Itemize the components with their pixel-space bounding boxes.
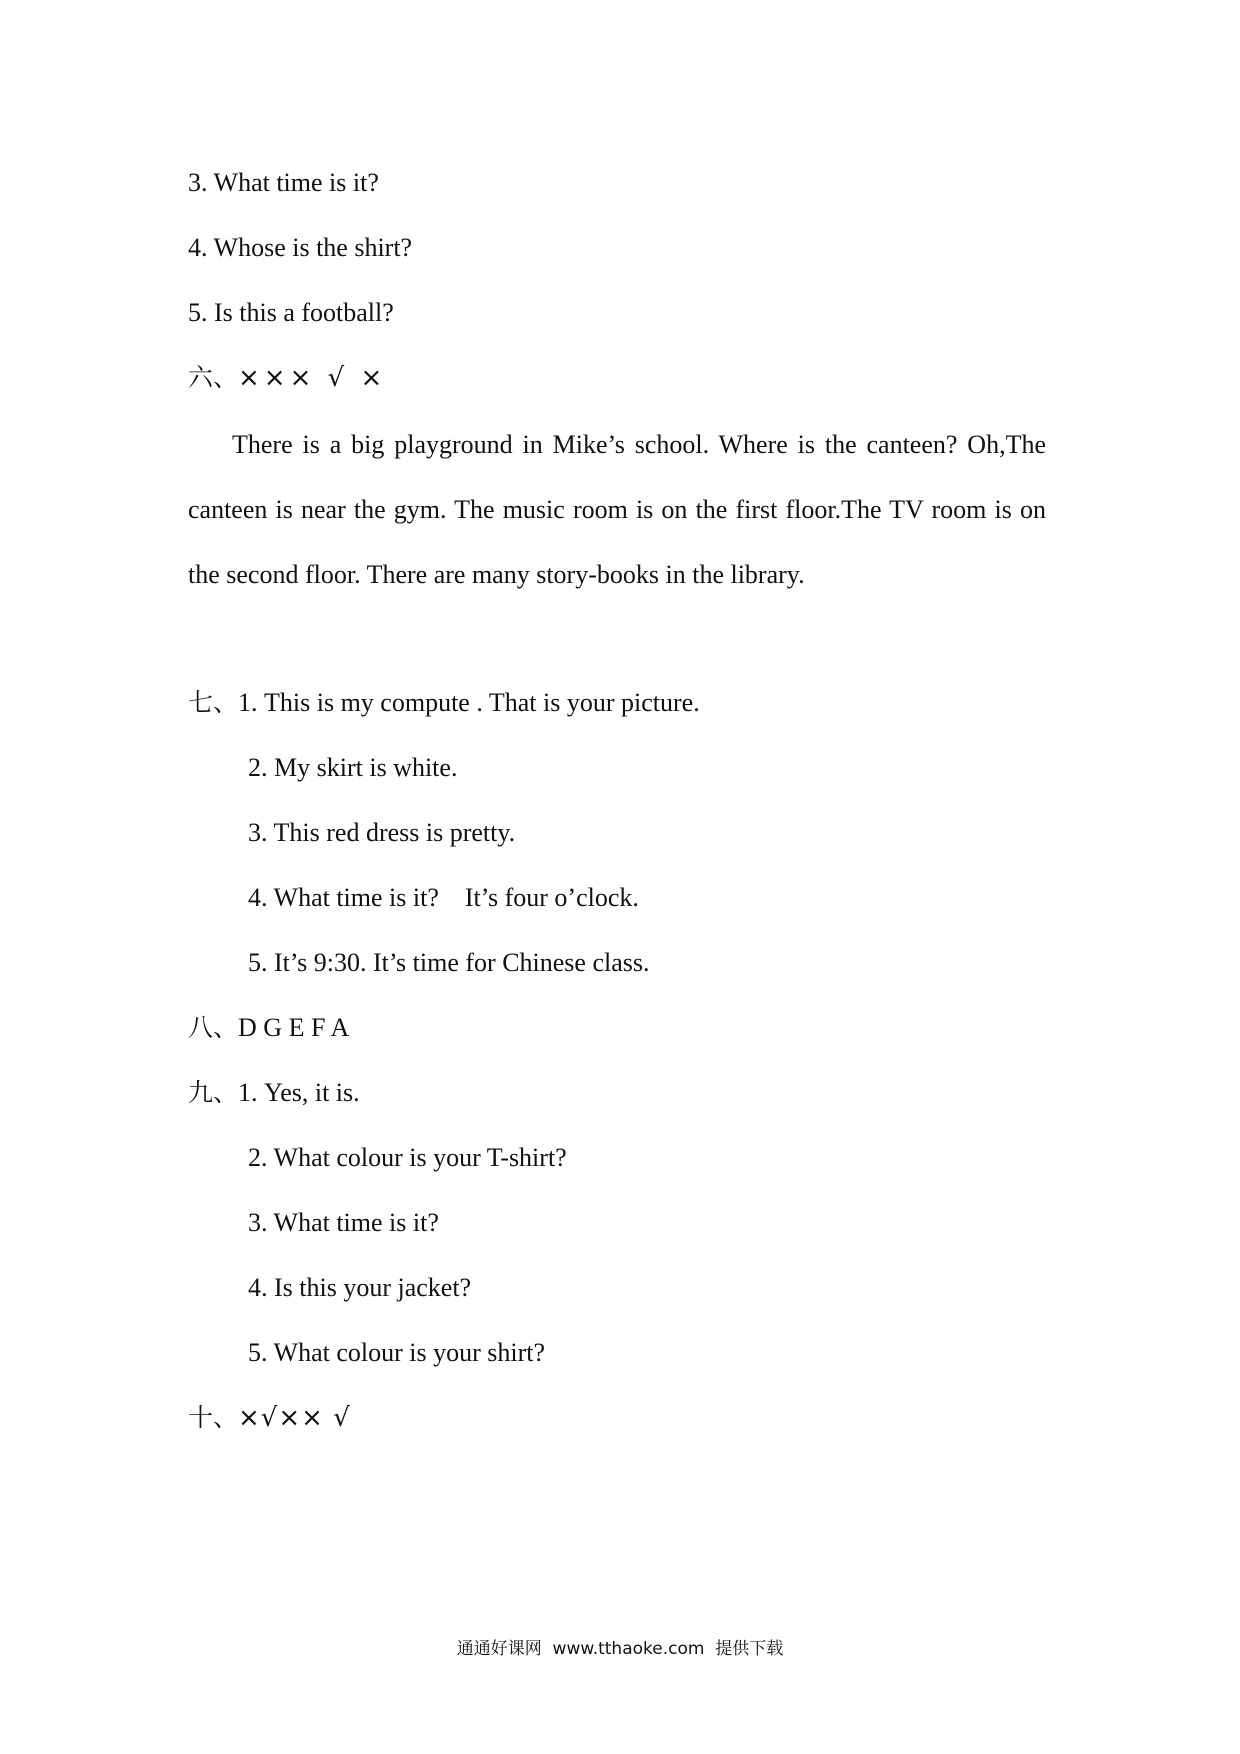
top-item-4: 4. Whose is the shirt? bbox=[188, 233, 413, 262]
section-6-heading bbox=[188, 363, 386, 393]
section-8-answers: D G E F A bbox=[238, 1013, 350, 1042]
section-9-item: 5. What colour is your shirt? bbox=[248, 1338, 546, 1367]
section-10-heading bbox=[188, 1403, 351, 1433]
section-8-heading bbox=[188, 1013, 349, 1043]
section-8-marker: 八、 bbox=[188, 1013, 239, 1042]
section-6-answers: ××× √ × bbox=[238, 363, 387, 393]
section-6-marker: 六、 bbox=[188, 363, 239, 392]
section-6-passage-block bbox=[188, 412, 1046, 607]
section-10-marker: 十、 bbox=[188, 1403, 239, 1432]
top-item-5: 5. Is this a football? bbox=[188, 298, 394, 327]
top-item-3: 3. What time is it? bbox=[188, 168, 379, 197]
section-7-marker: 七、 bbox=[188, 688, 239, 717]
section-10-answers: ×√×× √ bbox=[238, 1403, 351, 1433]
section-7-item: 5. It’s 9:30. It’s time for Chinese class. bbox=[248, 948, 650, 977]
section-7-item: 4. What time is it? It’s four o’clock. bbox=[248, 883, 639, 912]
section-6-passage: There is a big playground in Mike’s school. Where is the canteen? Oh,The canteen is near the gym. The music room is on the first floor.The TV room is on the second floor. There are many story-books in the library. bbox=[188, 430, 1046, 589]
section-9-heading bbox=[188, 1078, 360, 1108]
section-9-item: 2. What colour is your T-shirt? bbox=[248, 1143, 567, 1172]
page-footer: 通通好课网 www.tthaoke.com 提供下载 bbox=[456, 1639, 784, 1659]
section-9-item: 3. What time is it? bbox=[248, 1208, 439, 1237]
section-9-item: 1. Yes, it is. bbox=[238, 1078, 360, 1107]
section-9-marker: 九、 bbox=[188, 1078, 239, 1107]
section-7-heading bbox=[188, 688, 700, 718]
section-9-item: 4. Is this your jacket? bbox=[248, 1273, 472, 1302]
section-7-item: 1. This is my compute . That is your picture. bbox=[238, 688, 700, 717]
section-7-item: 3. This red dress is pretty. bbox=[248, 818, 516, 847]
section-7-item: 2. My skirt is white. bbox=[248, 753, 458, 782]
